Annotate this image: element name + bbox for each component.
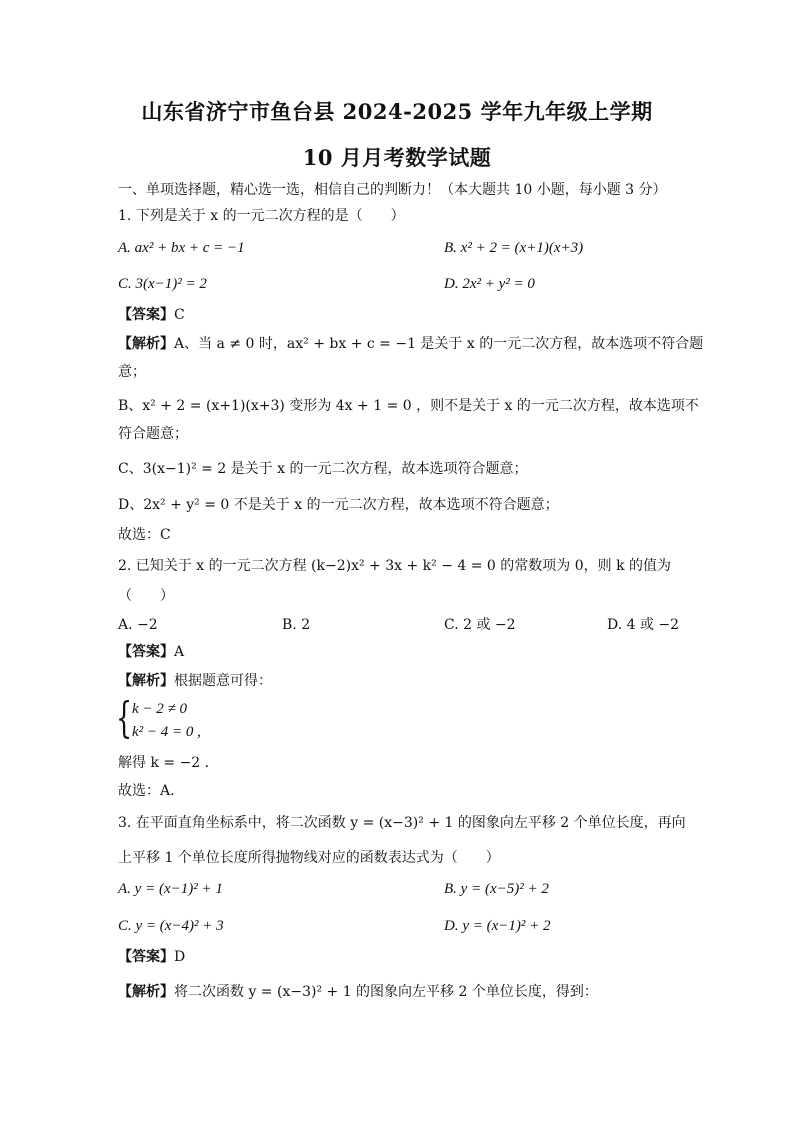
- q2-option-c: C. 2 或 −2: [444, 617, 516, 633]
- q1-analysis-2a: B、x² + 2 = (x+1)(x+3) 变形为 4x + 1 = 0 ，则不是关于 x 的一元二次方程，故本选项不: [118, 398, 699, 414]
- q3-analysis-1: [118, 982, 598, 1002]
- q2-stem-1: 2. 已知关于 x 的一元二次方程 (k−2)x² + 3x + k² − 4 = 0 的常数项为 0，则 k 的值为: [118, 558, 672, 574]
- q2-option-d: D. 4 或 −2: [607, 617, 680, 633]
- answer-label: 【答案】: [118, 949, 174, 965]
- q1-option-d: D. 2x² + y² = 0: [444, 276, 535, 292]
- section-heading: 一、单项选择题，精心选一选，相信自己的判断力！（本大题共 10 小题，每小题 3 分）: [118, 182, 667, 198]
- equation-system-brace: {: [116, 693, 133, 742]
- q1-option-b: B. x² + 2 = (x+1)(x+3): [444, 240, 584, 256]
- q2-answer: [118, 642, 184, 662]
- q1-conclusion: 故选：C: [118, 527, 171, 543]
- q3-answer: [118, 947, 185, 967]
- q3-option-a: A. y = (x−1)² + 1: [118, 881, 223, 897]
- q2-solve: 解得 k = −2 .: [118, 755, 210, 771]
- q1-analysis-2b: 符合题意；: [118, 426, 188, 442]
- answer-label: 【答案】: [118, 644, 174, 660]
- q3-stem-2: 上平移 1 个单位长度所得抛物线对应的函数表达式为（ ）: [118, 850, 500, 866]
- q2-system-eq1: k − 2 ≠ 0: [132, 701, 188, 717]
- doc-title-line1: 山东省济宁市鱼台县 2024-2025 学年九年级上学期: [141, 99, 653, 124]
- q3-option-c: C. y = (x−4)² + 3: [118, 918, 224, 934]
- q2-stem-2: （ ）: [118, 588, 174, 604]
- answer-value: C: [174, 307, 185, 323]
- answer-value: D: [174, 949, 186, 965]
- q1-analysis-4: D、2x² + y² = 0 不是关于 x 的一元二次方程，故本选项不符合题意；: [118, 497, 559, 513]
- analysis-text: A、当 a ≠ 0 时，ax² + bx + c = −1 是关于 x 的一元二次方程，故本选项不符合题: [174, 336, 704, 352]
- q2-option-b: B. 2: [282, 617, 311, 633]
- q1-option-a: A. ax² + bx + c = −1: [118, 240, 245, 256]
- q1-answer: [118, 305, 185, 325]
- q1-analysis-1b: 意；: [118, 364, 146, 380]
- q1-stem: 1. 下列是关于 x 的一元二次方程的是（ ）: [118, 208, 405, 224]
- answer-value: A: [174, 644, 185, 660]
- q3-option-b: B. y = (x−5)² + 2: [444, 881, 549, 897]
- q1-analysis-1a: [118, 334, 703, 354]
- analysis-label: 【解析】: [118, 336, 174, 352]
- answer-label: 【答案】: [118, 307, 174, 323]
- analysis-text: 将二次函数 y = (x−3)² + 1 的图象向左平移 2 个单位长度，得到：: [174, 984, 598, 1000]
- q1-analysis-3: C、3(x−1)² = 2 是关于 x 的一元二次方程，故本选项符合题意；: [118, 461, 528, 477]
- doc-title-line2: 10 月月考数学试题: [302, 145, 492, 170]
- q3-stem-1: 3. 在平面直角坐标系中，将二次函数 y = (x−3)² + 1 的图象向左平移 2 个单位长度，再向: [118, 815, 686, 831]
- q2-conclusion: 故选：A.: [118, 783, 175, 799]
- q2-option-a: A. −2: [118, 617, 158, 633]
- analysis-text: 根据题意可得：: [174, 673, 272, 689]
- q3-option-d: D. y = (x−1)² + 2: [444, 918, 551, 934]
- q2-system-eq2: k² − 4 = 0 ,: [132, 724, 201, 740]
- q1-option-c: C. 3(x−1)² = 2: [118, 276, 207, 292]
- analysis-label: 【解析】: [118, 673, 174, 689]
- q2-analysis-1: [118, 671, 272, 691]
- analysis-label: 【解析】: [118, 984, 174, 1000]
